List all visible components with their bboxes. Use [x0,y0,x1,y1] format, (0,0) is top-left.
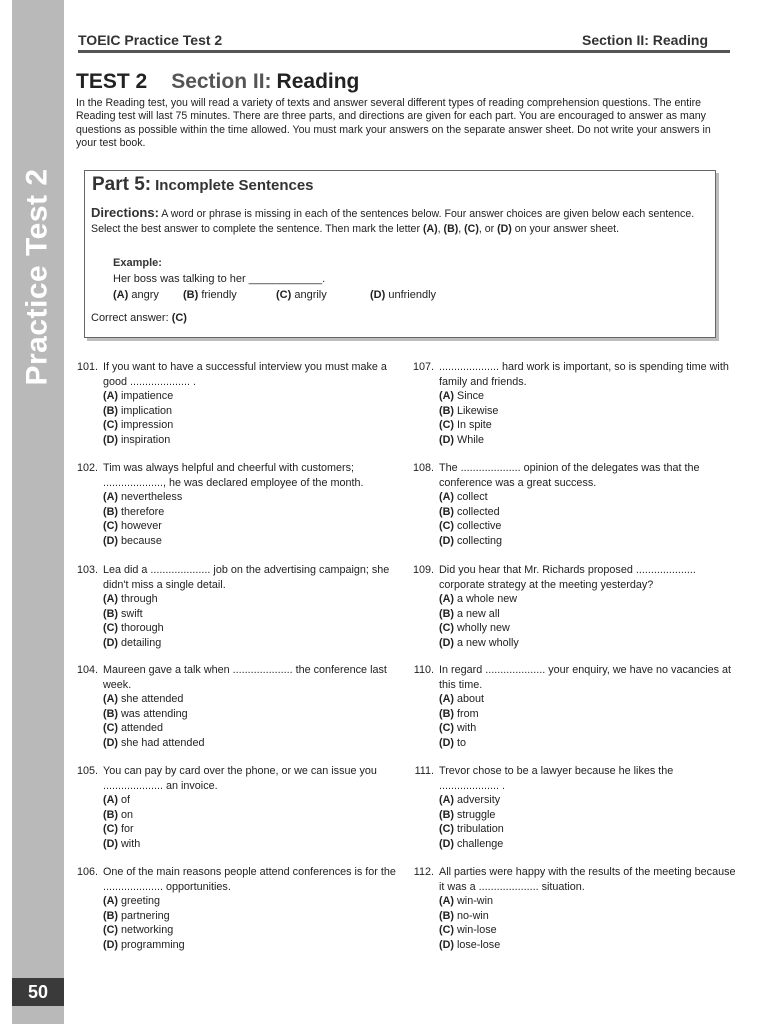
question-stem: All parties were happy with the results of the meeting because it was a .................... situation. [439,866,736,893]
answer-option [70,389,400,404]
answer-option [70,692,400,707]
question-stem: The .................... opinion of the delegates was that the conference was a great success. [439,462,700,489]
answer-option-letter: (D) [103,736,118,749]
answer-option-letter: (D) [103,636,118,649]
answer-option-letter: (B) [439,505,454,518]
question-stem-row [70,663,400,692]
directions-letter-b: (B) [443,223,459,235]
answer-option [70,793,400,808]
question-number: 104. [76,664,98,676]
answer-option-letter: (C) [103,823,118,836]
answer-option [70,707,400,722]
question-stem-row [70,360,400,389]
answer-option-letter: (A) [103,491,118,504]
page-number: 50 [12,978,64,1006]
answer-option-text: on [121,808,134,821]
directions-or: , or [478,223,498,235]
answer-option-text: impression [121,419,174,432]
answer-option-letter: (A) [439,895,454,908]
answer-option-text: attended [121,722,164,735]
header-book-title: TOEIC Practice Test 2 [78,32,223,48]
page-title [76,70,359,94]
answer-option [406,793,736,808]
answer-option-text: adversity [457,794,501,807]
running-header [78,26,730,53]
answer-option-text: from [457,707,479,720]
example-option-text: angrily [291,289,327,301]
answer-option-text: struggle [457,808,496,821]
answer-option [406,894,736,909]
question-number: 110. [413,664,434,676]
answer-option-letter: (D) [103,837,118,850]
answer-option-letter: (C) [439,924,454,937]
answer-option-text: thorough [121,622,164,635]
example-option-c [276,289,327,301]
part-title [92,174,314,196]
answer-option-text: she attended [121,693,184,706]
question-stem: .................... hard work is important, so is spending time with family and friends. [439,361,729,388]
answer-option-text: collected [457,505,500,518]
answer-option [70,433,400,448]
answer-option-letter: (C) [103,419,118,432]
answer-option [70,505,400,520]
answer-option-text: a new wholly [457,636,519,649]
answer-option-text: Likewise [457,404,499,417]
question-item [70,764,400,852]
answer-option-text: wholly new [457,622,510,635]
question-number: 108. [412,462,434,474]
example-option-d [370,289,436,301]
answer-option-letter: (D) [103,433,118,446]
answer-option [406,433,736,448]
question-stem-row [406,563,736,592]
answer-option [406,808,736,823]
answer-option-letter: (D) [439,736,454,749]
answer-option [406,490,736,505]
answer-option-text: she had attended [121,736,205,749]
answer-option-text: collecting [457,534,503,547]
answer-option-text: Since [457,390,485,403]
question-stem-row [406,663,736,692]
question-stem-row [406,764,736,793]
answer-option [406,822,736,837]
answer-option-letter: (D) [439,433,454,446]
answer-option-letter: (D) [103,534,118,547]
answer-option-letter: (B) [439,607,454,620]
answer-option-letter: (A) [439,390,454,403]
question-item [406,461,736,549]
answer-option-text: implication [121,404,173,417]
answer-option-letter: (B) [439,808,454,821]
part-5-box [84,170,716,338]
question-item [406,663,736,751]
directions-letter-d: (D) [497,223,512,235]
answer-option [406,938,736,953]
answer-option [70,418,400,433]
page-title-section: Section II: [171,70,272,93]
question-number: 102. [76,462,98,474]
answer-option-letter: (A) [103,794,118,807]
answer-option [406,636,736,651]
answer-option-letter: (C) [103,622,118,635]
sidebar-title-text: Practice Test 2 [21,168,54,386]
answer-option-letter: (A) [439,693,454,706]
question-stem-row [406,360,736,389]
correct-answer-value: (C) [171,312,187,324]
directions-letter-a: (A) [422,223,438,235]
answer-option-text: with [457,722,477,735]
answer-option [406,592,736,607]
question-number: 112. [413,866,434,878]
question-stem: One of the main reasons people attend conferences is for the .................... opportunities. [103,866,396,893]
answer-option [70,721,400,736]
answer-option-text: While [457,433,484,446]
answer-option [406,418,736,433]
question-item [70,360,400,448]
question-number: 106. [76,866,98,878]
part-number: Part 5: [92,174,152,195]
answer-option-letter: (B) [439,404,454,417]
answer-option-text: to [457,736,467,749]
answer-option-text: collect [457,491,488,504]
example-option-letter: (A) [113,289,129,301]
answer-option [70,621,400,636]
answer-option [70,736,400,751]
question-stem-row [70,461,400,490]
question-item [406,563,736,651]
answer-option [70,822,400,837]
question-stem: If you want to have a successful interview you must make a good .................... . [103,361,387,388]
question-stem: Lea did a .................... job on the advertising campaign; she didn't miss a single detail. [103,564,390,591]
answer-option-letter: (B) [103,909,118,922]
example-option-text: angry [128,289,159,301]
answer-option-text: programming [121,938,185,951]
answer-option-text: win-lose [457,924,497,937]
answer-option-letter: (B) [439,909,454,922]
answer-option-letter: (D) [103,938,118,951]
answer-option [70,490,400,505]
answer-option-text: through [121,593,158,606]
example-label: Example: [113,257,162,269]
question-item [70,461,400,549]
part-name: Incomplete Sentences [155,177,314,194]
answer-option [406,534,736,549]
example-option-text: friendly [198,289,237,301]
answer-option-letter: (A) [439,794,454,807]
question-stem-row [70,764,400,793]
answer-option-text: about [457,693,485,706]
answer-option-letter: (C) [103,722,118,735]
answer-option-text: a new all [457,607,500,620]
question-stem: In regard .................... your enquiry, we have no vacancies at this time. [439,664,732,691]
directions-text-1: A word or phrase is missing in each of the sentences below. Four answer choices are given below each sentence. Select the best answer to complete the sentence. Then mark the letter [91,208,695,235]
question-stem-row [406,461,736,490]
answer-option-letter: (C) [439,622,454,635]
answer-option-letter: (A) [103,390,118,403]
answer-option-text: challenge [457,837,504,850]
answer-option [70,592,400,607]
answer-option-letter: (A) [103,593,118,606]
answer-option [70,894,400,909]
answer-option-letter: (B) [103,404,118,417]
example-option-b [183,289,237,301]
answer-option-text: detailing [121,636,162,649]
answer-option [70,636,400,651]
answer-option [70,404,400,419]
answer-option-text: therefore [121,505,165,518]
answer-option-letter: (B) [439,707,454,720]
answer-option-letter: (D) [439,837,454,850]
question-item [406,865,736,953]
directions-comma-2: , [458,223,465,235]
directions-comma-1: , [437,223,444,235]
answer-option-letter: (D) [439,534,454,547]
question-stem: Did you hear that Mr. Richards proposed .................... corporate strategy at the meeting yesterday? [439,564,696,591]
answer-option-text: impatience [121,390,174,403]
correct-answer-label: Correct answer: [91,312,172,324]
question-stem: You can pay by card over the phone, or we can issue you .................... an invoice. [103,765,377,792]
intro-paragraph: In the Reading test, you will read a variety of texts and answer several different types of reading comprehension questions. The entire Reading test will last 75 minutes. There are three parts, and directions are given for each part. You are encouraged to answer as many questions as possible within the time allowed. You must mark your answers on the separate answer sheet. Do not write your answers in your test book. [76,97,711,150]
answer-option-text: with [121,837,141,850]
question-stem: Maureen gave a talk when .................... the conference last week. [103,664,387,691]
example-option-letter: (D) [370,289,386,301]
answer-option [406,909,736,924]
answer-option-text: no-win [457,909,489,922]
answer-option [406,923,736,938]
answer-option-text: win-win [457,895,493,908]
answer-option [70,808,400,823]
question-stem: Tim was always helpful and cheerful with customers; ...................., he was declared employee of the month. [103,462,364,489]
answer-option [406,736,736,751]
answer-option-text: nevertheless [121,491,183,504]
example-option-a [113,289,159,301]
answer-option [406,837,736,852]
question-stem-row [70,563,400,592]
answer-option-text: networking [121,924,174,937]
answer-option [406,389,736,404]
answer-option-text: In spite [457,419,492,432]
directions-text-2: on your answer sheet. [511,223,620,235]
answer-option-letter: (B) [103,607,118,620]
answer-option-text: was attending [121,707,188,720]
answer-option-text: because [121,534,162,547]
directions-letter-c: (C) [464,223,479,235]
question-number: 109. [412,564,434,576]
answer-option [406,621,736,636]
page-title-test: TEST 2 [76,70,148,93]
sidebar-band [12,0,64,1024]
answer-option [406,505,736,520]
answer-option [70,534,400,549]
answer-option-letter: (C) [439,520,454,533]
example-option-letter: (C) [276,289,292,301]
answer-option-letter: (C) [103,520,118,533]
answer-option-letter: (C) [103,924,118,937]
question-item [70,563,400,651]
answer-option-letter: (D) [439,938,454,951]
question-number: 101. [76,361,98,373]
example-option-letter: (B) [183,289,199,301]
correct-answer [91,312,187,324]
answer-option-letter: (C) [439,419,454,432]
answer-option-text: greeting [121,895,161,908]
answer-option [70,938,400,953]
answer-option [70,837,400,852]
answer-option-text: inspiration [121,433,171,446]
answer-option-text: partnering [121,909,170,922]
question-item [406,360,736,448]
page-title-reading: Reading [276,70,360,93]
example-option-text: unfriendly [385,289,437,301]
answer-option-letter: (B) [103,505,118,518]
answer-option-letter: (C) [439,823,454,836]
answer-option-letter: (A) [439,491,454,504]
answer-option [70,607,400,622]
answer-option [70,909,400,924]
answer-option-text: a whole new [457,593,518,606]
question-stem-row [406,865,736,894]
example-question: Her boss was talking to her ____________. [113,273,326,285]
answer-option-letter: (B) [103,707,118,720]
answer-option [406,519,736,534]
header-section-title: Section II: Reading [581,32,708,48]
answer-option-letter: (A) [439,593,454,606]
answer-option-text: swift [121,607,143,620]
question-item [406,764,736,852]
answer-option-text: of [121,794,131,807]
answer-option-letter: (B) [103,808,118,821]
question-stem: Trevor chose to be a lawyer because he likes the .................... . [439,765,674,792]
sidebar-title [16,168,60,386]
part-directions [91,205,695,237]
question-number: 105. [76,765,98,777]
answer-option-letter: (A) [103,895,118,908]
question-number: 107. [412,361,434,373]
question-number: 111. [414,765,434,777]
question-stem-row [70,865,400,894]
answer-option-text: for [121,823,134,836]
answer-option [406,607,736,622]
question-item [70,663,400,751]
answer-option [406,404,736,419]
answer-option-text: however [121,520,162,533]
answer-option-letter: (D) [439,636,454,649]
answer-option [70,519,400,534]
answer-option [406,692,736,707]
answer-option [70,923,400,938]
answer-option [406,721,736,736]
directions-label: Directions: [91,205,159,220]
answer-option-text: lose-lose [457,938,501,951]
question-item [70,865,400,953]
question-number: 103. [76,564,98,576]
answer-option-text: collective [457,520,502,533]
answer-option-letter: (C) [439,722,454,735]
answer-option-text: tribulation [457,823,504,836]
answer-option-letter: (A) [103,693,118,706]
answer-option [406,707,736,722]
